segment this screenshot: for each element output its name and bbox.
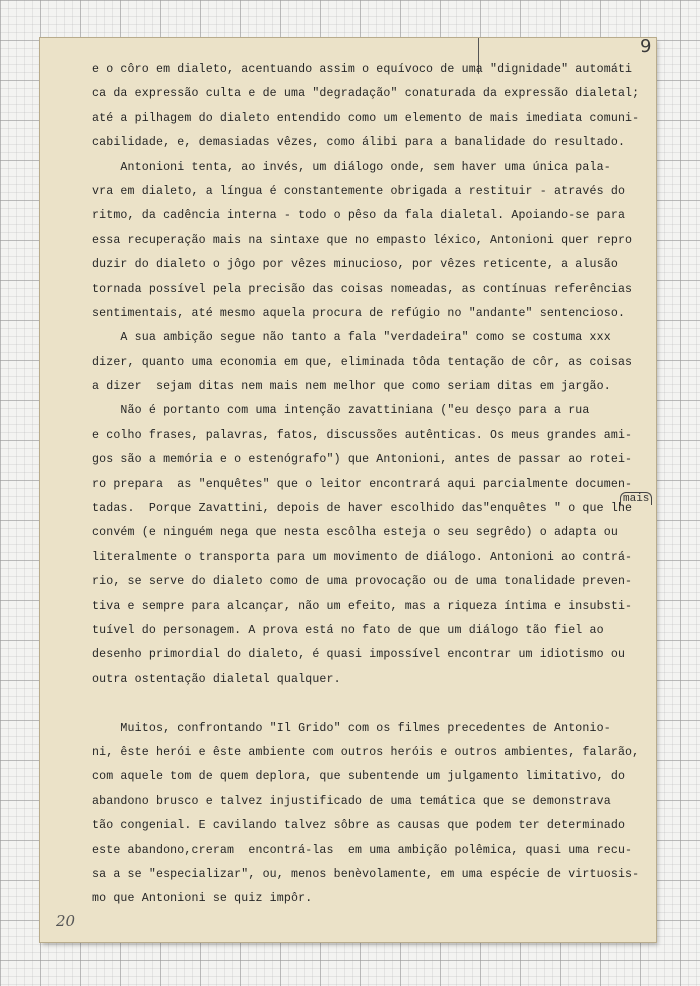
text-line: literalmente o transporta para um movimento de diálogo. Antonioni ao contrá-: [92, 550, 633, 564]
text-line: gos são a memória e o estenógrafo") que Antonioni, antes de passar ao rotei-: [92, 453, 633, 467]
text-line: e colho frases, palavras, fatos, discussões autênticas. Os meus grandes ami-: [92, 428, 633, 442]
text-line: até a pilhagem do dialeto entendido como um elemento de mais imediata comuni-: [92, 111, 640, 125]
text-line: ca da expressão culta e de uma "degradação" conaturada da expressão dialetal;: [92, 87, 640, 101]
text-line: ni, êste herói e êste ambiente com outros heróis e outros ambientes, falarão,: [92, 745, 640, 759]
text-line: desenho primordial do dialeto, é quasi impossível encontrar um idiotismo ou: [92, 648, 626, 662]
paragraph: [92, 58, 662, 156]
text-line: mo que Antonioni se quiz impôr.: [92, 892, 313, 906]
text-line: A sua ambição segue não tanto a fala "verdadeira" como se costuma xxx: [92, 331, 611, 345]
text-line: este abandono,creram encontrá-las em uma ambição polêmica, quasi uma recu-: [92, 843, 633, 857]
text-line: tadas. Porque Zavattini, depois de haver escolhido das"enquêtes " o que lhe: [92, 502, 633, 516]
text-line: Antonioni tenta, ao invés, um diálogo onde, sem haver uma única pala-: [92, 160, 611, 174]
handwritten-corner-note: 20: [56, 912, 76, 930]
paragraph: [92, 717, 662, 912]
text-line: sa a se "especializar", ou, menos benèvolamente, em uma espécie de virtuosis-: [92, 867, 640, 881]
text-line: rio, se serve do dialeto como de uma provocação ou de uma tonalidade preven-: [92, 575, 633, 589]
text-line: dizer, quanto uma economia em que, eliminada tôda tentação de côr, as coisas: [92, 355, 633, 369]
text-line: outra ostentação dialetal qualquer.: [92, 672, 341, 686]
text-line: Não é portanto com uma intenção zavattiniana ("eu desço para a rua: [92, 404, 590, 418]
paragraph: [92, 156, 662, 327]
text-line: tuível do personagem. A prova está no fato de que um diálogo tão fiel ao: [92, 623, 604, 637]
text-line: e o côro em dialeto, acentuando assim o equívoco de uma "dignidade" automáti: [92, 63, 633, 76]
page-number: 9: [640, 36, 652, 57]
text-line: vra em dialeto, a língua é constantemente obrigada a restituir - através do: [92, 184, 626, 198]
text-line: tiva e sempre para alcançar, não um efeito, mas a riqueza íntima e insubsti-: [92, 599, 633, 613]
text-line: convém (e ninguém nega que nesta escôlha esteja o seu segrêdo) o adapta ou: [92, 526, 618, 540]
text-line: a dizer sejam ditas nem mais nem melhor que como seriam ditas em jargão.: [92, 380, 611, 394]
text-line: duzir do dialeto o jôgo por vêzes minucioso, por vêzes reticente, a alusão: [92, 258, 618, 272]
paragraph-gap: [92, 692, 662, 716]
text-line: tornada possível pela precisão das coisas nomeadas, as contínuas referências: [92, 282, 633, 296]
text-line: abandono brusco e talvez injustificado de uma temática que se demonstrava: [92, 794, 611, 808]
text-line: Muitos, confrontando "Il Grido" com os filmes precedentes de Antonio-: [92, 721, 611, 735]
paragraph: [92, 326, 662, 399]
text-line: ritmo, da cadência interna - todo o pêso da fala dialetal. Apoiando-se para: [92, 209, 626, 223]
text-line: essa recuperação mais na sintaxe que no empasto léxico, Antonioni quer repro: [92, 233, 633, 247]
handwritten-insertion: mais: [620, 492, 652, 505]
paragraph: [92, 399, 662, 692]
typed-text-body: [92, 58, 662, 912]
text-line: tão congenial. E cavilando talvez sôbre as causas que podem ter determinado: [92, 819, 626, 833]
text-line: com aquele tom de quem deplora, que subentende um julgamento limitativo, do: [92, 770, 626, 784]
text-line: cabilidade, e, demasiadas vêzes, como álibi para a banalidade do resultado.: [92, 136, 626, 150]
text-line: sentimentais, até mesmo aquela procura de refúgio no "andante" sentencioso.: [92, 306, 626, 320]
text-line: ro prepara as "enquêtes" que o leitor encontrará aqui parcialmente documen-: [92, 477, 633, 491]
